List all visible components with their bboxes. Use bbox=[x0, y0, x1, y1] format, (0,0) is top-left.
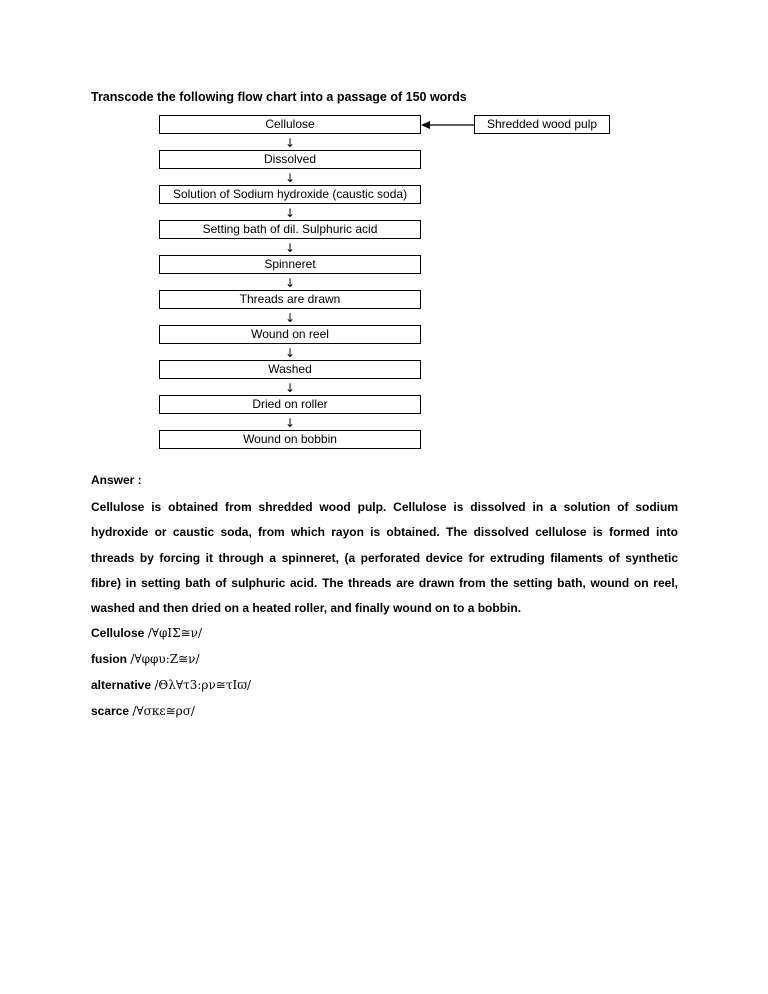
pronunciation-word: scarce bbox=[91, 704, 130, 718]
flow-arrow: ↓ bbox=[284, 346, 296, 360]
flow-step-cellulose: Cellulose bbox=[159, 115, 421, 134]
flow-step-washed: Washed bbox=[159, 360, 421, 379]
flow-arrow: ↓ bbox=[284, 416, 296, 430]
flow-step-setting-bath: Setting bath of dil. Sulphuric acid bbox=[159, 220, 421, 239]
flow-step-spinneret: Spinneret bbox=[159, 255, 421, 274]
flow-step-dried-on-roller: Dried on roller bbox=[159, 395, 421, 414]
pronunciation-entry bbox=[91, 626, 202, 640]
flow-arrow: ↓ bbox=[284, 241, 296, 255]
pronunciation-phonetic: /Θλ∀τ3:ρν≅τΙϖ/ bbox=[154, 678, 252, 692]
pronunciation-phonetic: /∀σκε≅ρσ/ bbox=[132, 704, 195, 718]
pronunciation-entry bbox=[91, 704, 195, 718]
pronunciation-phonetic: /∀φΙΣ≅ν/ bbox=[147, 626, 203, 640]
pronunciation-word: Cellulose bbox=[91, 626, 145, 640]
flow-arrow: ↓ bbox=[284, 171, 296, 185]
pronunciation-word: alternative bbox=[91, 678, 152, 692]
flow-step-wound-on-bobbin: Wound on bobbin bbox=[159, 430, 421, 449]
flow-step-dissolved: Dissolved bbox=[159, 150, 421, 169]
pronunciation-phonetic: /∀φφυ:Ζ≅ν/ bbox=[130, 652, 200, 666]
answer-label: Answer : bbox=[91, 473, 142, 487]
answer-paragraph: Cellulose is obtained from shredded wood pulp. Cellulose is dissolved in a solution of sodium hydroxide or caustic soda, from which rayon is obtained. The dissolved cellulose is formed into threads by forcing it through a spinneret, (a perforated device for extruding filaments of synthetic fibre) in setting bath of sulphuric acid. The threads are drawn from the setting bath, wound on reel, washed and then dried on a heated roller, and finally wound on to a bobbin. bbox=[91, 500, 678, 616]
flow-arrow: ↓ bbox=[284, 206, 296, 220]
question-heading: Transcode the following flow chart into a passage of 150 words bbox=[91, 90, 467, 104]
flow-arrow: ↓ bbox=[284, 381, 296, 395]
flow-step-threads-drawn: Threads are drawn bbox=[159, 290, 421, 309]
flow-arrow: ↓ bbox=[284, 136, 296, 150]
flow-step-sodium-hydroxide: Solution of Sodium hydroxide (caustic soda) bbox=[159, 185, 421, 204]
side-arrow bbox=[420, 117, 476, 133]
pronunciation-entry bbox=[91, 678, 251, 692]
flow-arrow: ↓ bbox=[284, 311, 296, 325]
flow-input-shredded-wood-pulp: Shredded wood pulp bbox=[474, 115, 610, 134]
flow-arrow: ↓ bbox=[284, 276, 296, 290]
flow-step-wound-on-reel: Wound on reel bbox=[159, 325, 421, 344]
pronunciation-entry bbox=[91, 652, 200, 666]
pronunciation-word: fusion bbox=[91, 652, 127, 666]
